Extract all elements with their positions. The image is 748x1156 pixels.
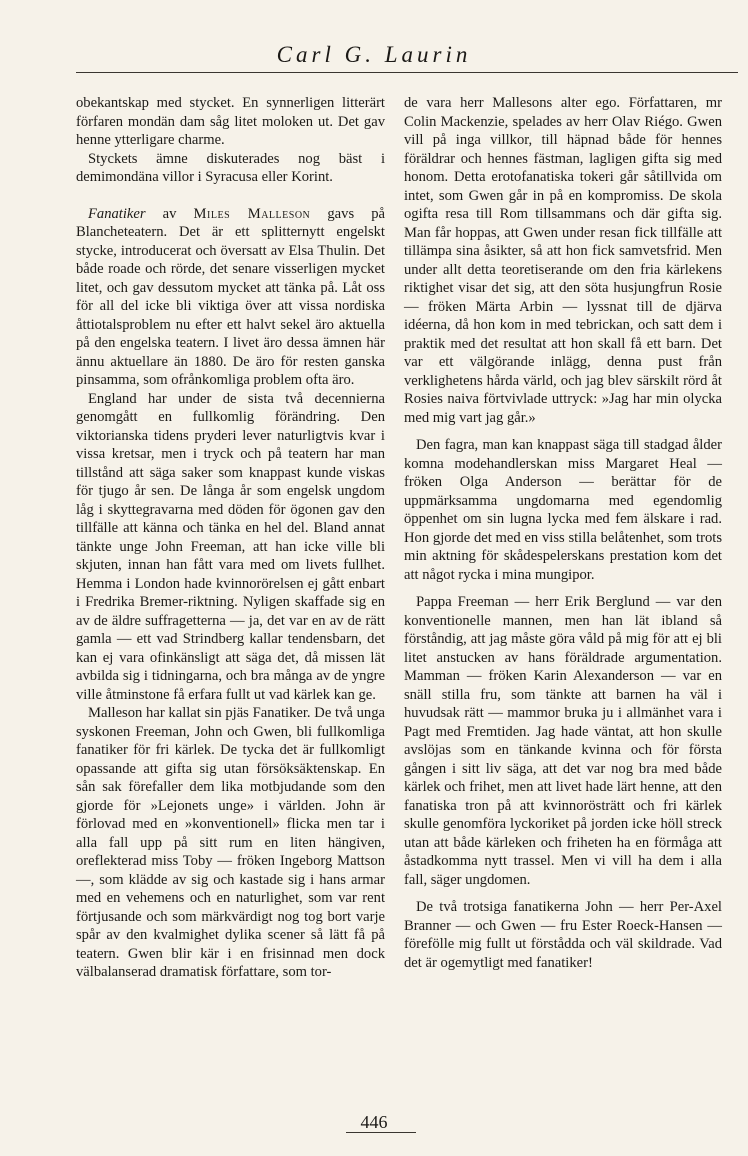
- footer-rule: [346, 1132, 416, 1133]
- paragraph: obekantskap med stycket. En synnerligen litterärt förfaren mondän dam såg litet moloken ut. Det gav henne ytterligare charme.: [76, 95, 385, 148]
- author-name: Miles Malleson: [193, 205, 311, 222]
- paragraph: Styckets ämne diskuterades nog bäst i demimondäna villor i Syracusa eller Korint.: [76, 150, 385, 185]
- right-column: [404, 94, 722, 972]
- header-rule: [76, 72, 738, 73]
- paragraph: England har under de sista två decennierna genomgått en fullkomlig förändring. Den viktorianska tidens pryderi lever naturligtvis kvar i vissa kretsar, men i tryck och på teatern har man tillstånd att säga saker som knappast kunde viskas för tjugo år sen. De långa år som engelsk ungdom låg i skyttegravarna med döden för ögonen gav den tillfälle att känna och tänka en hel del. Bland annat tänkte unge John Freeman, att han icke ville bli skjuten, innan han fått vara med om livets fullhet. Hemma i London hade kvinnorörelsen ej gått enbart i Fredrika Bremer-riktning. Nyligen skaffade sig en av de äldre suffragetterna — ja, det var en av de rätt gamla — ett vad Strindberg kallar tendensbarn, det kan ej vara ofinkänsligt att säga det, då missen lät avbilda sig i tidningarna, och bra många av de yngre ville åtminstone få erfara fullt ut vad kärlek kan ge.: [76, 390, 385, 703]
- text-run: av: [145, 205, 194, 222]
- review-paragraph: [76, 205, 385, 390]
- paragraph: de vara herr Mallesons alter ego. Författaren, mr Colin Mackenzie, spelades av herr Olav Riégo. Gwen vill på inga villkor, till häpnad både för hennes föräldrar och hennes fästman, lagligen gifta sig med honom. Detta erotofanatiska tokeri går såtillvida om intet, som Gwen går in på en kompromiss. De skola ogifta resa till Rom tillsammans och där gifta sig. Man får hoppas, att Gwen under resan fick tillfälle att tillämpa sina åsikter, så att hon fick samvetsfrid. Men under allt detta teoretiserande om den fria kärlekens riktighet visar det sig, att den söta husjungfrun Rosie — fröken Märta Arbin — lyssnat till de djärva idéerna, då hon kom in med tebrickan, och satt dem i praktik med det resultat att hon skall få ett barn. Det var ett välgörande inlägg, denna pust från verklighetens hårda värld, och jag blev särskilt rörd åt Rosies naiva förtvivlade uttryck: »Jag har min olycka med mig vart jag går.»: [404, 95, 722, 426]
- paragraph: De två trotsiga fanatikerna John — herr Per-Axel Branner — och Gwen — fru Ester Roeck-Hansen — förefölle mig fullt ut förstådda och väl skildrade. Vad det är ogemytligt med fanatiker!: [404, 899, 722, 971]
- paragraph: Den fagra, man kan knappast säga till stadgad ålder komna modehandlerskan miss Margaret Heal — fröken Olga Anderson — berättar för de uppmärksamma ungdomarna med egendomlig öppenhet om sin lugna lycka med fem älskare i rad. Hon gjorde det med en viss stilla belåtenhet, som trots min aktning för skådespelerskans prestation kom det att något rycka i mina mungipor.: [404, 437, 722, 583]
- running-head: Carl G. Laurin: [276, 42, 472, 67]
- page-number: 446: [360, 1112, 388, 1132]
- paragraph: Malleson har kallat sin pjäs Fanatiker. De två unga syskonen Freeman, John och Gwen, bli fullkomliga fanatiker för fri kärlek. De tycka det är fullkomligt opassande att gifta sig utan försöksäktenskap. En sån sak förefaller dem lika motbjudande som den gjorde för »Lejonets unge» i världen. John är förlovad med en »konventionell» flicka men tar i alla fall upp på sitt rum en liten hängiven, oreflekterad miss Toby — fröken Ingeborg Mattson —, som klädde av sig och kastade sig i hans armar med en vehemens och en naturlighet, som var rent förtjusande och som märkvärdigt nog tog bort varje spår av den kvalmighet dylika scener så lätt få på teatern. Gwen blir kär i en frisinnad men dock välbalanserad dramatisk författare, som tor-: [76, 705, 385, 980]
- play-title: Fanatiker: [88, 205, 146, 222]
- left-column: [76, 94, 385, 982]
- text-run: gavs på Blancheteatern. Det är ett splitternytt engelskt stycke, introducerat och översatt av Elsa Thulin. Det både roade och rörde, det senare visserligen mycket litet, och gav dessutom mycket att tänka på. Låt oss för all del icke bli viktiga över att vissa nordiska åttiotalsproblem nu efter ett halvt sekel äro aktuella på den engelska teatern. I livet äro dessa ämnen här ännu aktuellare än 1880. De äro för resten ganska pinsamma, som ofrånkomliga problem ofta äro.: [76, 205, 385, 388]
- paragraph: Pappa Freeman — herr Erik Berglund — var den konventionelle mannen, men han lät ibland så förståndig, att jag måste göra våld på mig för att ej bli litet anstucken av hans föräldrade argumentation. Mamman — fröken Karin Alexanderson — var en snäll stilla fru, som tänkte att barnen ha väl i huvudsak rätt — mammor bruka ju i allmänhet vara i Pagt med Fremtiden. Jag hade väntat, att hon skulle avslöjas som en tänkande kvinna och för första gången i sitt liv säga, att det var nog bra med både kärlek och frihet, men att livet hade lärt henne, att den fanatiska tron på att kvinnorösträtt och fri kärlek skulle genomföra lyckoriket på jorden icke höll streck utan att både kärleken och friheten ha en förmåga att åstadkomma nytt trassel. Men vi vill ha dem i alla fall, säger ungdomen.: [404, 594, 722, 888]
